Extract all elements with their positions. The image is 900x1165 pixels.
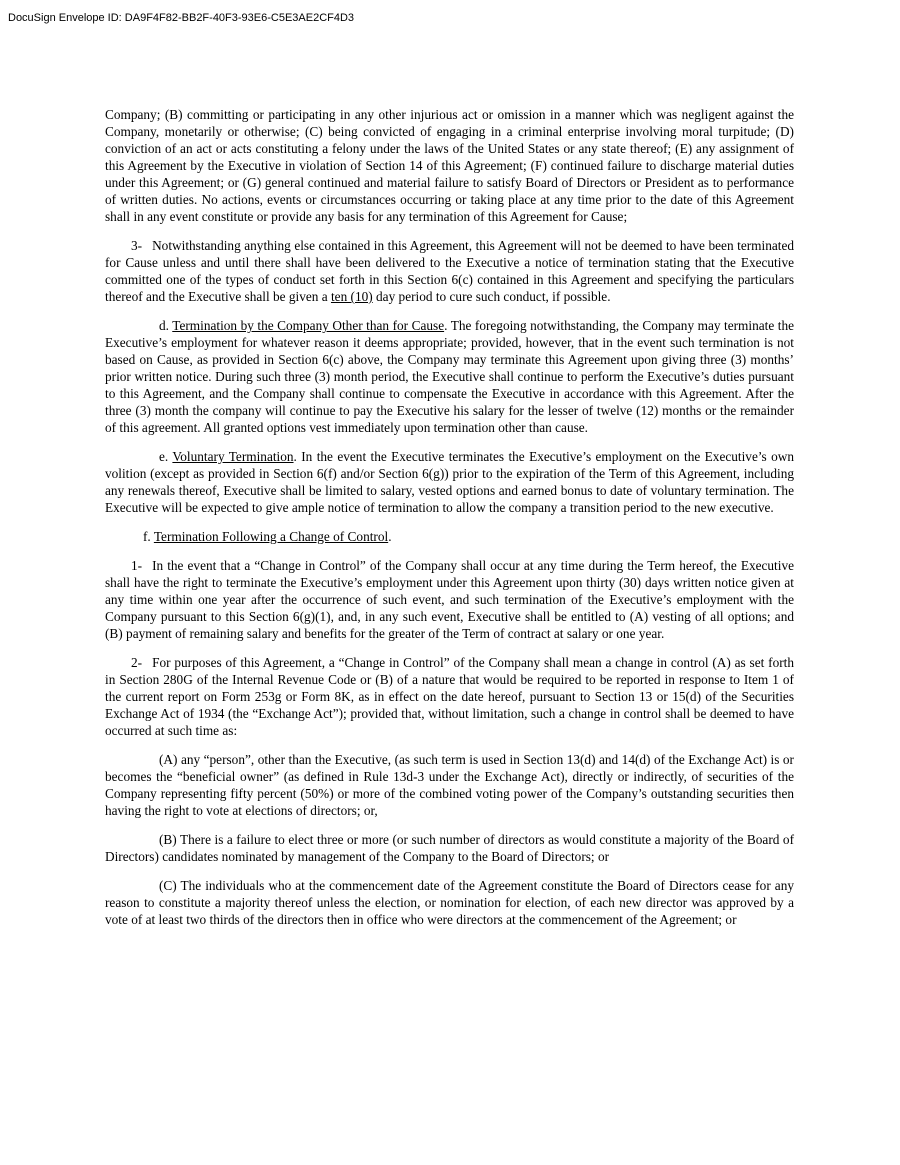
clause-c: (C) The individuals who at the commencement date of the Agreement constitute the Board of Directors cease for any reason to constitute a majority thereof unless the election, or nomination for election, of each new director was approved by a vote of at least two thirds of the directors then in office who were directors at the commencement of the Agreement; or <box>105 878 794 927</box>
paragraph-item-3 <box>105 237 794 305</box>
clause-b: (B) There is a failure to elect three or more (or such number of directors as would constitute a majority of the Board of Directors) candidates nominated by management of the Company to the Board of Directors; or <box>105 832 794 864</box>
item-1-number: 1- <box>131 558 143 573</box>
clause-a: (A) any “person”, other than the Executive, (as such term is used in Section 13(d) and 14(d) of the Exchange Act) is or becomes the “beneficial owner” (as defined in Rule 13d-3 under the Exchange Act), directly or indirectly, of securities of the Company representing fifty percent (50%) or more of the combined voting power of the Company’s outstanding securities then having the right to vote at elections of directors; or, <box>105 752 794 818</box>
section-f-letter: f. <box>143 529 151 544</box>
item-2-text: For purposes of this Agreement, a “Change in Control” of the Company shall mean a change in control (A) as set forth in Section 280G of the Internal Revenue Code or (B) of a nature that would be required to be reported in response to Item 1 of the current report on Form 253g or Form 8K, as in effect on the date hereof, pursuant to Section 13 or 15(d) of the Securities Exchange Act of 1934 (the “Exchange Act”); provided that, without limitation, such a change in control shall be deemed to have occurred at such time as: <box>105 655 794 738</box>
section-d-text: . The foregoing notwithstanding, the Company may terminate the Executive’s employment for whatever reason it deems appropriate; provided, however, that in the event such termination is not based on Cause, as provided in Section 6(c) above, the Company may terminate this Agreement upon giving three (3) months’ prior written notice. During such three (3) month period, the Executive shall continue to perform the Executive’s duties pursuant to this Agreement, and the Company shall continue to compensate the Executive in accordance with this Agreement. After the three (3) month the company will continue to pay the Executive his salary for the lesser of twelve (12) months or the remainder of this agreement. All granted options vest immediately upon termination other than cause. <box>105 318 795 435</box>
envelope-id: DocuSign Envelope ID: DA9F4F82-BB2F-40F3-93E6-C5E3AE2CF4D3 <box>8 12 355 24</box>
item-1-text: In the event that a “Change in Control” of the Company shall occur at any time during the Term hereof, the Executive shall have the right to terminate the Executive’s employment under this Agreement upon thirty (30) days written notice given at any time within one year after the occurrence of such event, and such termination of the Executive’s employment with the Company pursuant to this Section 6(g)(1), and, in any such event, Executive shall be entitled to (A) vesting of all options; and (B) payment of remaining salary and benefits for the greater of the Term of contract at salary or one year. <box>105 558 794 641</box>
section-d <box>105 317 794 436</box>
section-d-heading: Termination by the Company Other than for Cause <box>172 318 445 333</box>
paragraph-item-2 <box>105 654 794 739</box>
item-3-text-after: day period to cure such conduct, if possible. <box>376 289 611 304</box>
section-f-heading: Termination Following a Change of Control <box>153 529 389 544</box>
section-e-text: . In the event the Executive terminates the Executive’s employment on the Executive’s own volition (except as provided in Section 6(f) and/or Section 6(g)) prior to the expiration of the Term of this Agreement, including any renewals thereof, Executive shall be limited to salary, vested options and earned bonus to date of voluntary termination. The Executive will be expected to give ample notice of termination to allow the company a transition period to the new executive. <box>105 449 794 515</box>
item-3-text-before: Notwithstanding anything else contained in this Agreement, this Agreement will not be deemed to have been terminated for Cause unless and until there shall have been delivered to the Executive a notice of termination stating that the Executive committed one of the types of conduct set forth in this Section 6(c) contained in this Agreement and specifying the particulars thereof and the Executive shall be given a <box>105 238 794 304</box>
item-2-number: 2- <box>131 655 143 670</box>
section-e <box>105 448 794 516</box>
section-f-heading-line <box>105 528 794 545</box>
item-3-underlined: ten (10) <box>330 289 373 304</box>
section-e-letter: e. <box>159 449 169 464</box>
paragraph-item-1 <box>105 557 794 642</box>
document-page <box>105 106 794 928</box>
section-e-heading: Voluntary Termination <box>172 449 294 464</box>
section-d-letter: d. <box>159 318 169 333</box>
paragraph-cause-continuation: Company; (B) committing or participating in any other injurious act or omission in a manner which was negligent against the Company, monetarily or otherwise; (C) being convicted of engaging in a criminal enterprise involving moral turpitude; (D) conviction of an act or acts constituting a felony under the laws of the United States or any state thereof; (E) any assignment of this Agreement by the Executive in violation of Section 14 of this Agreement; (F) continued failure to discharge material duties under this Agreement; or (G) general continued and material failure to satisfy Board of Directors or President as to performance of written duties. No actions, events or circumstances occurring or taking place at any time prior to the date of this Agreement shall in any event constitute or provide any basis for any termination of this Agreement for Cause; <box>105 107 794 224</box>
item-3-number: 3- <box>131 238 143 253</box>
section-f-period: . <box>388 529 392 544</box>
